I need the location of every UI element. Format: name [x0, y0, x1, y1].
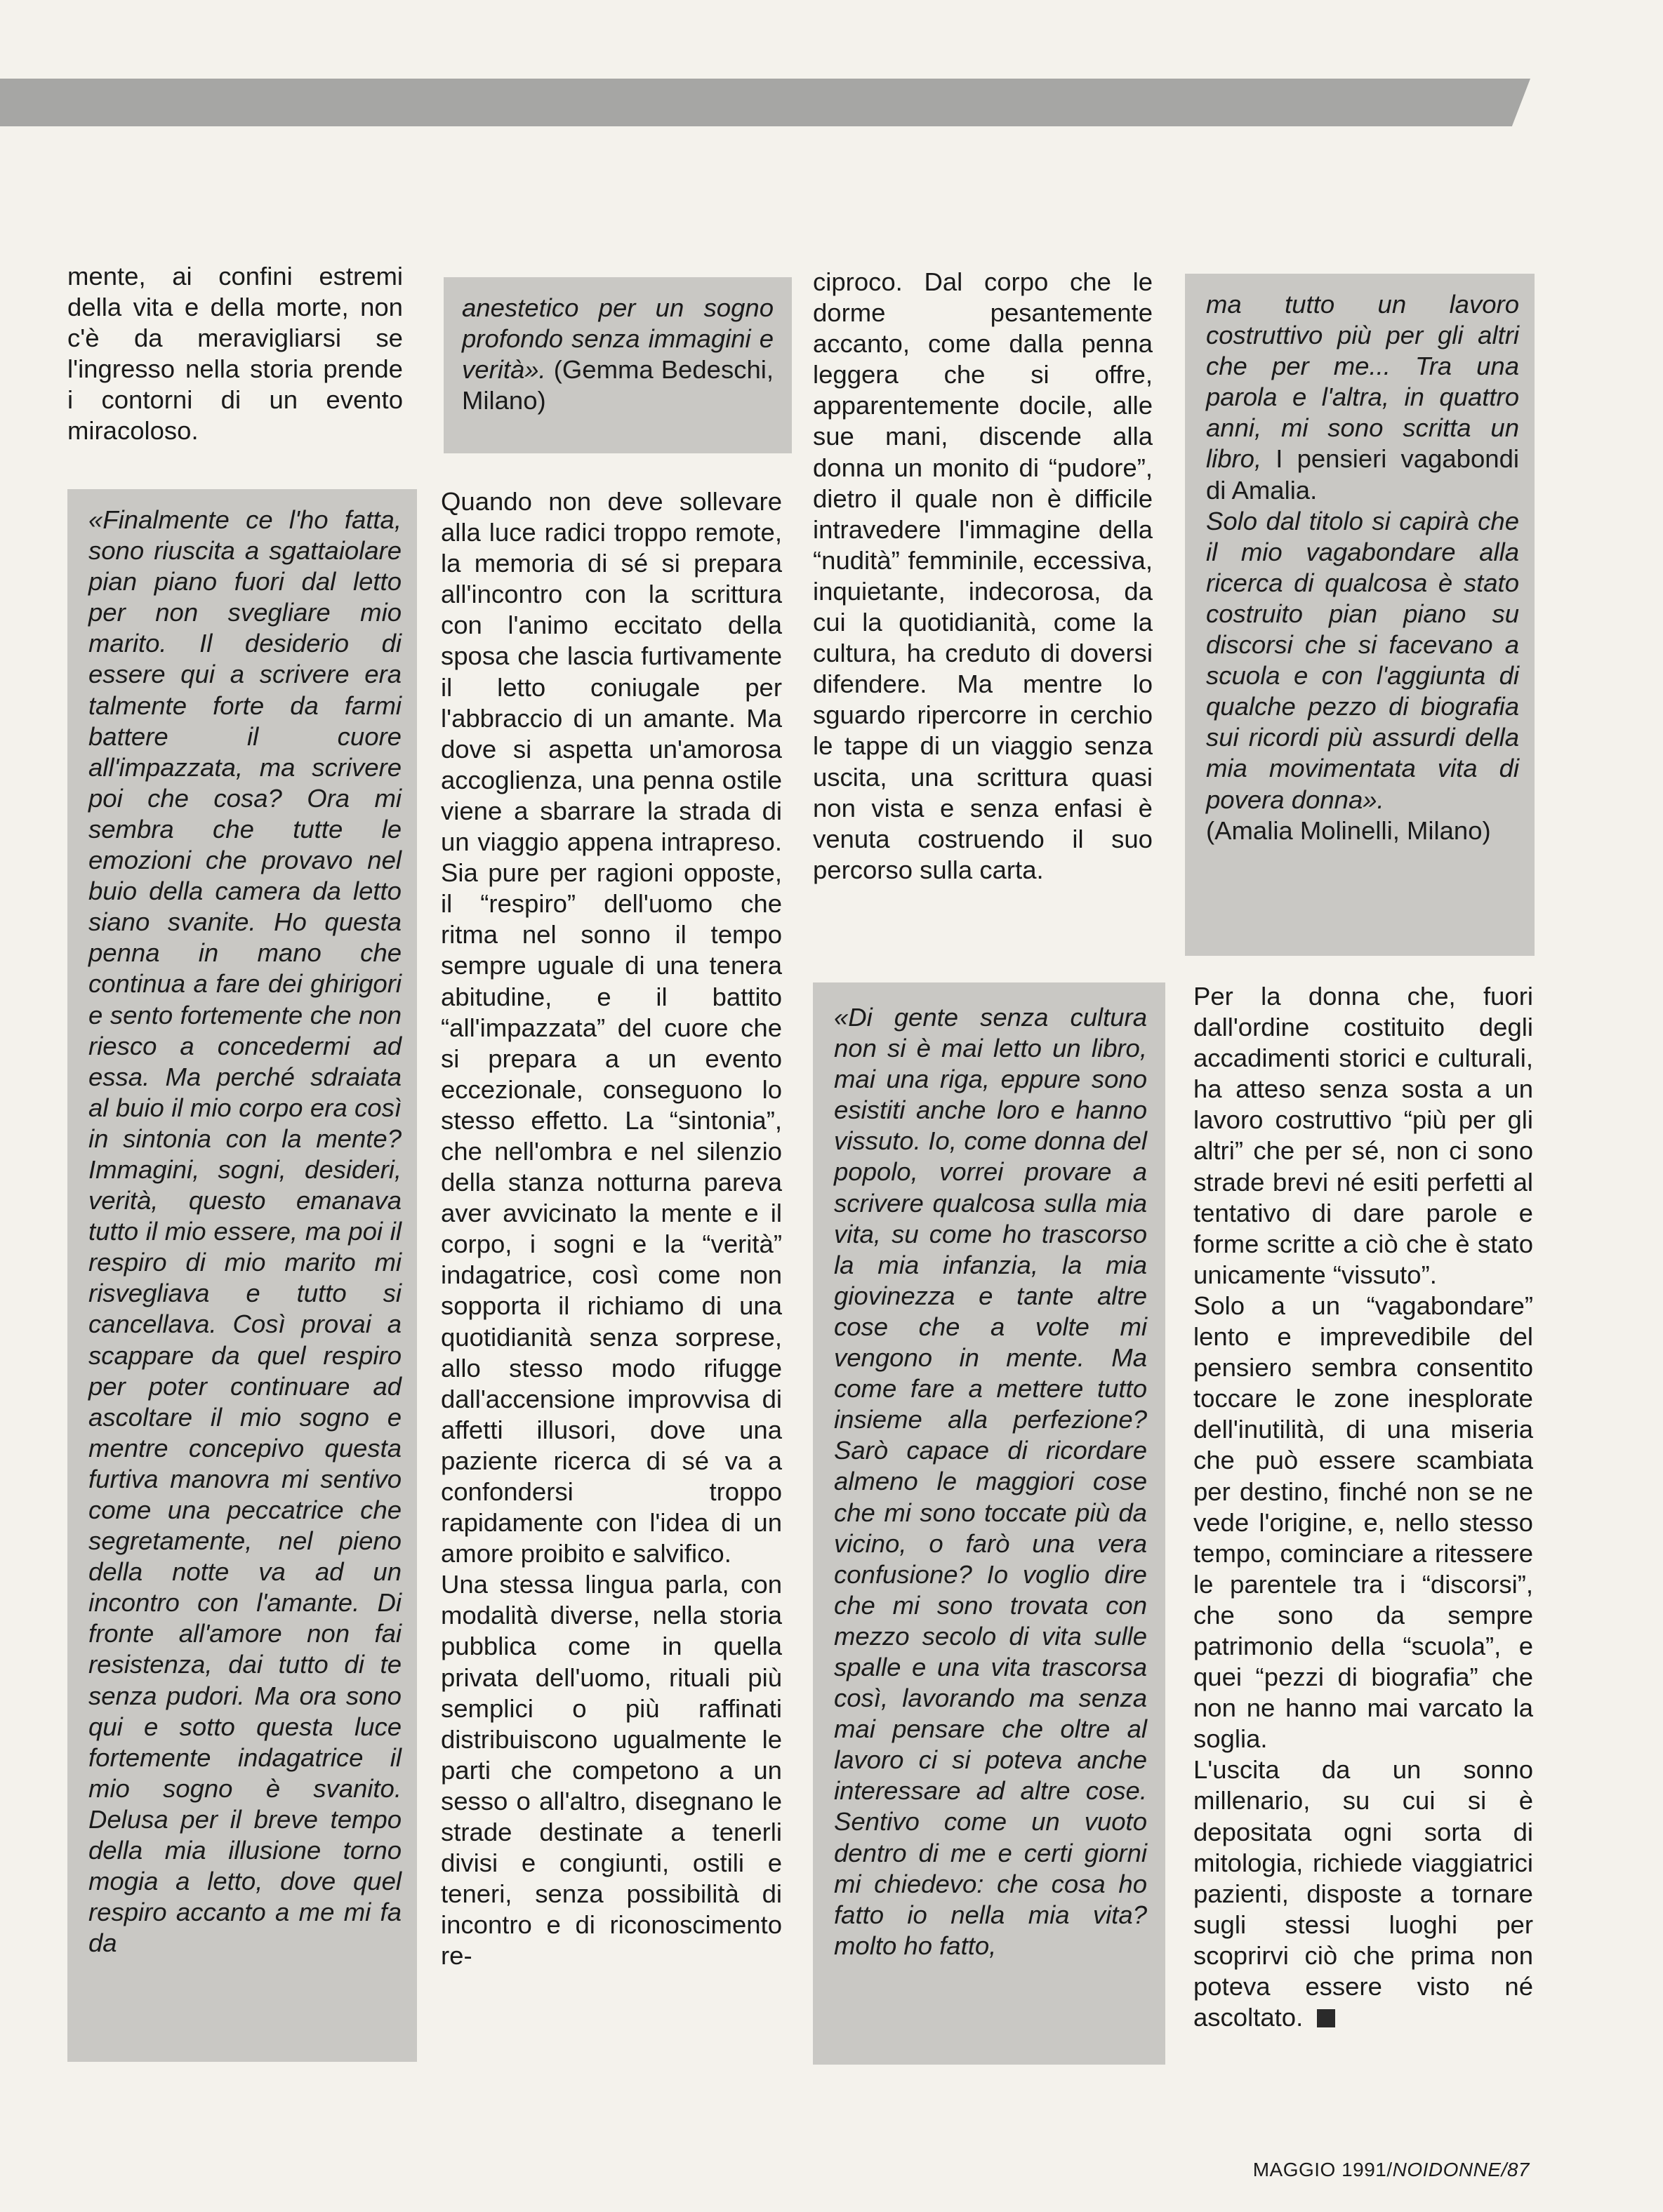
column-2-text [441, 486, 782, 1972]
quote-text-end: anestetico per un sogno profondo senza immagini e verità». (Gemma Bedeschi, Milano) [462, 293, 774, 415]
footer-date: MAGGIO 1991/ [1252, 2159, 1393, 2180]
column-1-text [67, 261, 403, 447]
header-band [0, 79, 1530, 126]
column-4-text [1193, 981, 1533, 2033]
column-3-text [813, 267, 1153, 886]
column-3-paragraph-1: ciproco. Dal corpo che le dorme pesantemente accanto, come dalla penna leggera che si offre, apparentemente docile, alle sue mani, discende alla donna un monito di “pudore”, dietro il quale non è difficile intravedere l'immagine della “nudità” femminile, eccessiva, inquietante, indecorosa, da cui la quotidianità, come la cultura, ha creduto di doversi difendere. Ma mentre lo sguardo ripercorre in cerchio le tappe di un viaggio senza uscita, una scrittura quasi non vista e senza enfasi è venuta costruendo il suo percorso sulla carta. [813, 267, 1153, 884]
column-2-paragraph-2: Una stessa lingua parla, con modalità diverse, nella storia pubblica come in quella privata dell'uomo, rituali più semplici o più raffinati distribuiscono ugualmente le parti che competono a un sesso o all'altro, disegnano le strade destinate a tenerli divisi e congiunti, ostili e teneri, senza possibilità di incontro e di riconoscimento re- [441, 1570, 782, 1971]
book-title: I pensieri vagabondi di Amalia. [1206, 444, 1519, 505]
column-4-paragraph-3: L'uscita da un sonno millenario, su cui si è depositata ogni sorta di mitologia, richiede viaggiatrici pazienti, disposte a tornare sugli stessi luoghi per scoprirvi ciò che prima non poteva essere visto né ascoltato. [1193, 1755, 1533, 2032]
quote-author: (Amalia Molinelli, Milano) [1206, 815, 1491, 845]
page-footer [1253, 2159, 1530, 2181]
footer-magazine: NOIDONNE [1392, 2159, 1502, 2180]
quote-box-amalia-part-1 [813, 982, 1165, 2065]
quote-text: «Finalmente ce l'ho fatta, sono riuscita a sgattaiolare pian piano fuori dal letto per non svegliare mio marito. Il desiderio di essere qui a scrivere era talmente forte da farmi battere il cuore all'impazzata, ma scrivere poi che cosa? Ora mi sembra che tutte le emozioni che provavo nel buio della camera da letto siano svanite. Ho questa penna in mano che continua a fare dei ghirigori e sento fortemente che non riesco a concedermi ad essa. Ma perché sdraiata al buio il mio corpo era così in sintonia con la mente? Immagini, sogni, desideri, verità, questo emanava tutto il mio essere, ma poi il respiro di mio marito mi risvegliava e tutto si cancellava. Così provai a scappare da quel respiro per poter continuare ad ascoltare il mio sogno e mentre concepivo questa furtiva manovra mi sentivo come una peccatrice che segretamente, nel pieno della notte va ad un incontro con l'amante. Di fronte all'amore non fai resistenza, dai tutto di te senza pudori. Ma ora sono qui e sotto questa luce fortemente indagatrice il mio sogno è svanito. Delusa per il breve tempo della mia illusione torno mogia a letto, dove quel respiro accanto a me mi fa da [88, 505, 402, 1958]
quote-box-amalia-part-2 [1185, 274, 1535, 956]
column-4-paragraph-2: Solo a un “vagabondare” lento e imprevedibile del pensiero sembra consentito toccare le zone inesplorate dell'inutilità, di una miseria che può essere scambiata per destino, finché non se ne vede l'origine, e, nello stesso tempo, cominciare a ritessere le parentele tra i “discorsi”, che sono da sempre patrimonio della “scuola”, e quei “pezzi di biografia” che non ne hanno mai varcato la soglia. [1193, 1291, 1533, 1754]
quote-author: (Gemma Bedeschi, Milano) [462, 355, 774, 415]
column-4-paragraph-1: Per la donna che, fuori dall'ordine costituito degli accadimenti storici e culturali, ha atteso senza sosta a un lavoro costruttivo “più per gli altri” che per sé, non ci sono strade brevi né esiti perfetti al tentativo di dare parole e forme scritte a ciò che è stato unicamente “vissuto”. [1193, 982, 1533, 1289]
quote-text-continued: ma tutto un lavoro costruttivo più per gli altri che per me... Tra una parola e l'altra, in quattro anni, mi sono scritta un libro, I pensieri vagabondi di Amalia. [1206, 290, 1519, 505]
footer-page-number: /87 [1501, 2159, 1530, 2180]
end-of-article-square-icon [1317, 2009, 1335, 2027]
quote-box-gemma-part-2 [444, 277, 792, 453]
quote-box-gemma-part-1 [67, 489, 417, 2062]
quote-text-final: Solo dal titolo si capirà che il mio vagabondare alla ricerca di qualcosa è stato costruito pian piano su discorsi che si facevano a scuola e con l'aggiunta di qualche pezzo di biografia sui ricordi più assurdi della mia movimentata vita di povera donna». [1206, 506, 1519, 814]
quote-text: «Di gente senza cultura non si è mai letto un libro, mai una riga, eppure sono esistiti anche loro e hanno vissuto. Io, come donna del popolo, vorrei provare a scrivere qualcosa sulla mia vita, su come ho trascorso la mia infanzia, la mia giovinezza e tante altre cose che a volte mi vengono in mente. Ma come fare a mettere tutto insieme alla perfezione? Sarò capace di ricordare almeno le maggiori cose che mi sono toccate più da vicino, o farò una vera confusione? Io voglio dire che mi sono trovata con mezzo secolo di vita sulle spalle e una vita trascorsa così, lavorando ma senza mai pensare che oltre al lavoro ci si poteva anche interessare ad altre cose. Sentivo come un vuoto dentro di me e certi giorni mi chiedevo: che cosa ho fatto io nella mia vita? molto ho fatto, [834, 1003, 1147, 1960]
column-1-paragraph: mente, ai confini estremi della vita e della morte, non c'è da meravigliarsi se l'ingresso nella storia prende i contorni di un evento miracoloso. [67, 262, 403, 446]
column-2-paragraph-1: Quando non deve sollevare alla luce radici troppo remote, la memoria di sé si prepara all'incontro con la scrittura con l'animo eccitato della sposa che lascia furtivamente il letto coniugale per l'abbraccio di un amante. Ma dove si aspetta un'amorosa accoglienza, una penna ostile viene a sbarrare la strada di un viaggio appena intrapreso. Sia pure per ragioni opposte, il “respiro” dell'uomo che ritma nel sonno il tempo sempre uguale di una tenera abitudine, e il battito “all'impazzata” del cuore che si prepara a un evento eccezionale, conseguono lo stesso effetto. La “sintonia”, che nell'ombra e nel silenzio della stanza notturna pareva aver avvicinato la mente e il corpo, i sogni e la “verità” indagatrice, così come non sopporta il richiamo di una quotidianità senza sorprese, allo stesso modo rifugge dall'accensione improvvisa di affetti illusori, dove una paziente ricerca di sé va a confondersi troppo rapidamente con l'idea di un amore proibito e salvifico. [441, 487, 782, 1568]
